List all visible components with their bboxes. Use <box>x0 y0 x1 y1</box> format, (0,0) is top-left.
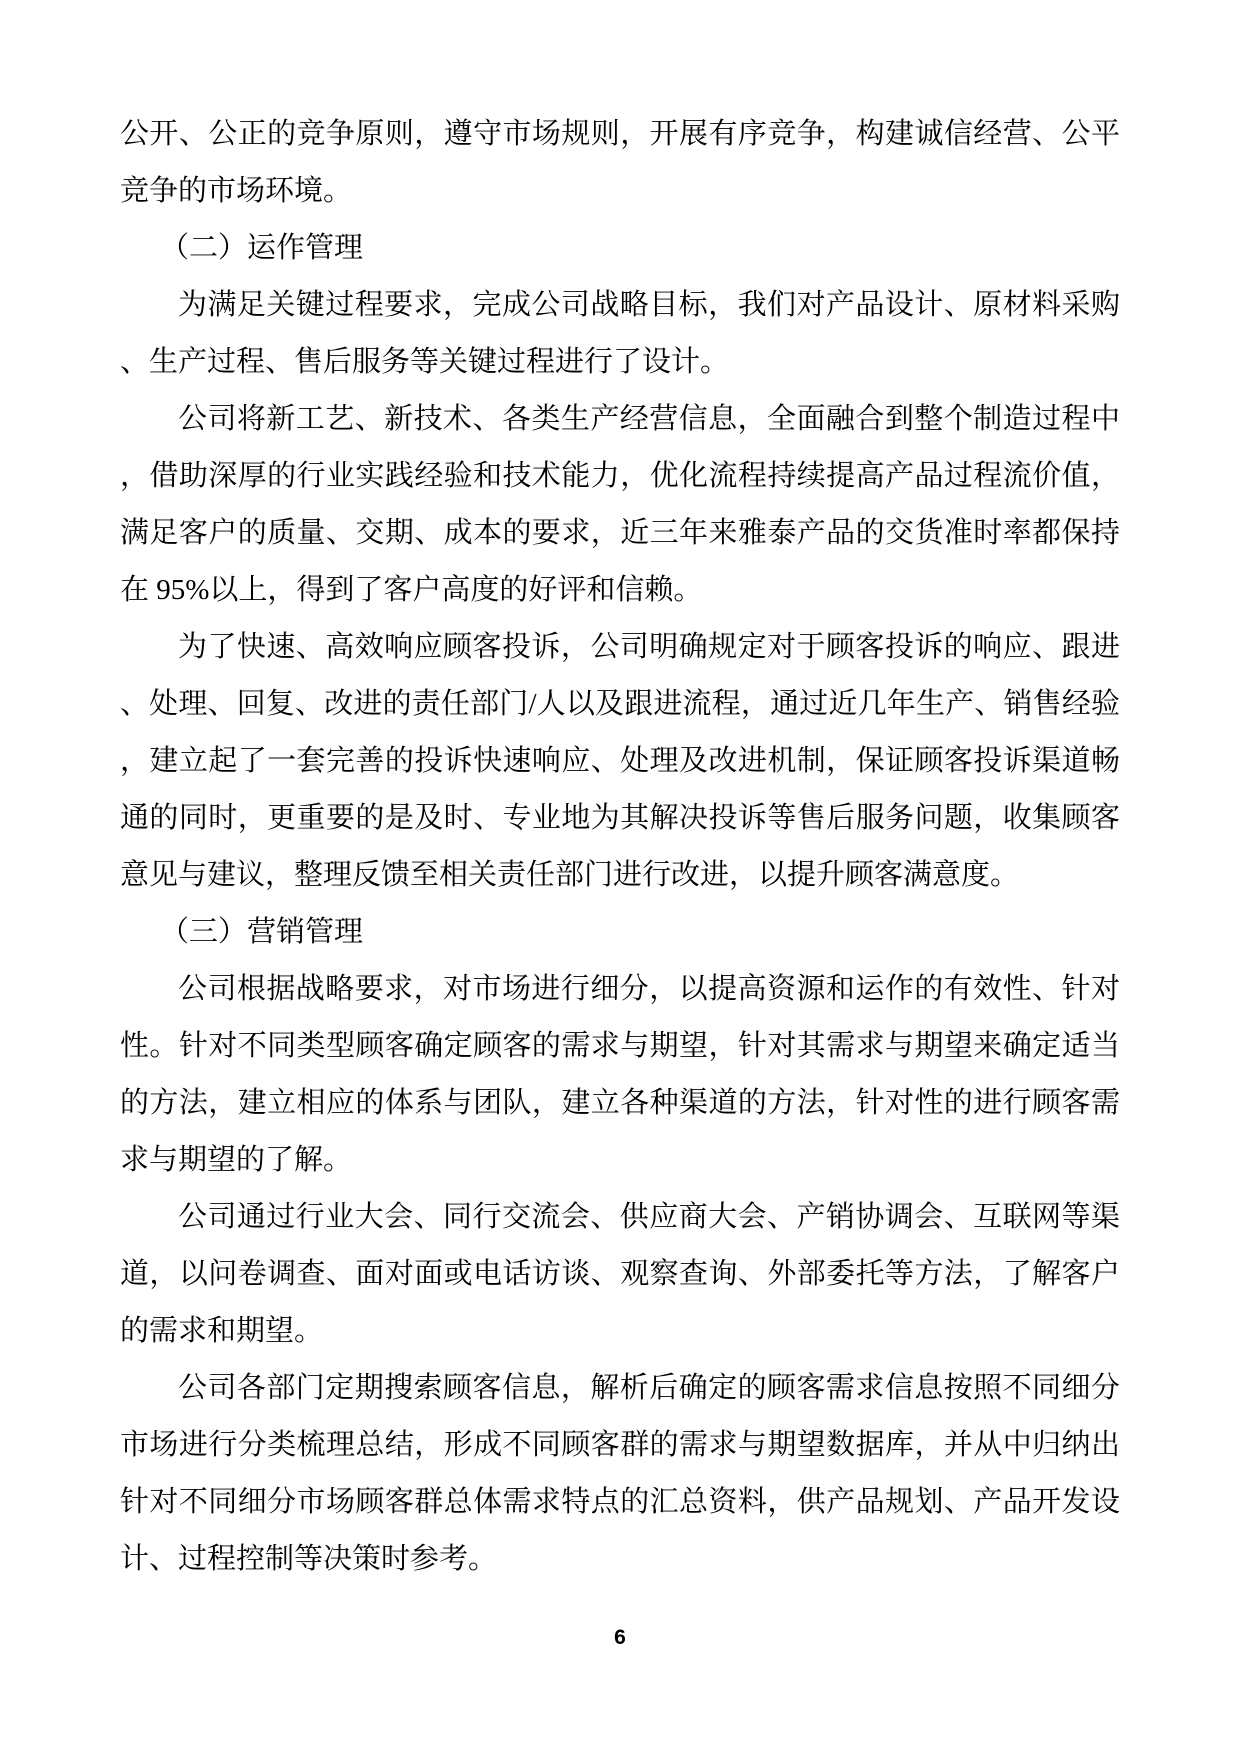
document-text-line: 、生产过程、售后服务等关键过程进行了设计。 <box>120 346 730 378</box>
document-text-line: ，建立起了一套完善的投诉快速响应、处理及改进机制，保证顾客投诉渠道畅 <box>120 745 1120 777</box>
document-text-line: 通的同时，更重要的是及时、专业地为其解决投诉等售后服务问题，收集顾客 <box>120 802 1120 834</box>
document-text-line: 公司将新工艺、新技术、各类生产经营信息，全面融合到整个制造过程中 <box>178 403 1120 435</box>
document-text-line: 公司根据战略要求，对市场进行细分，以提高资源和运作的有效性、针对 <box>178 973 1120 1005</box>
document-text-line: 的方法，建立相应的体系与团队，建立各种渠道的方法，针对性的进行顾客需 <box>120 1087 1120 1119</box>
document-text-line: 针对不同细分市场顾客群总体需求特点的汇总资料，供产品规划、产品开发设 <box>120 1486 1120 1518</box>
page-number: 6 <box>614 1626 626 1649</box>
document-text-line: 为了快速、高效响应顾客投诉，公司明确规定对于顾客投诉的响应、跟进 <box>178 631 1120 663</box>
document-text-line: 公司通过行业大会、同行交流会、供应商大会、产销协调会、互联网等渠 <box>178 1201 1120 1233</box>
document-text-line: 道，以问卷调查、面对面或电话访谈、观察查询、外部委托等方法，了解客户 <box>120 1258 1120 1290</box>
document-text-line: 公司各部门定期搜索顾客信息，解析后确定的顾客需求信息按照不同细分 <box>178 1372 1120 1404</box>
document-text-line: 公开、公正的竞争原则，遵守市场规则，开展有序竞争，构建诚信经营、公平 <box>120 118 1120 150</box>
document-text-line: （三）营销管理 <box>160 916 364 948</box>
document-text-line: 计、过程控制等决策时参考。 <box>120 1543 498 1575</box>
document-text-line: 的需求和期望。 <box>120 1315 324 1347</box>
document-text-line: ，借助深厚的行业实践经验和技术能力，优化流程持续提高产品过程流价值， <box>120 460 1120 492</box>
document-text-line: 满足客户的质量、交期、成本的要求，近三年来雅泰产品的交货准时率都保持 <box>120 517 1120 549</box>
document-body <box>120 106 1120 1588</box>
document-text-line: 在 95%以上，得到了客户高度的好评和信赖。 <box>120 574 703 606</box>
document-text-line: 竞争的市场环境。 <box>120 175 353 207</box>
document-text-line: 意见与建议，整理反馈至相关责任部门进行改进，以提升顾客满意度。 <box>120 859 1020 891</box>
document-text-line: （二）运作管理 <box>160 232 364 264</box>
document-text-line: 市场进行分类梳理总结，形成不同顾客群的需求与期望数据库，并从中归纳出 <box>120 1429 1120 1461</box>
document-text-line: 求与期望的了解。 <box>120 1144 353 1176</box>
page-footer <box>0 1626 1240 1650</box>
document-text-line: 性。针对不同类型顾客确定顾客的需求与期望，针对其需求与期望来确定适当 <box>120 1030 1120 1062</box>
document-text-line: 、处理、回复、改进的责任部门/人以及跟进流程，通过近几年生产、销售经验 <box>120 688 1120 720</box>
document-text-line: 为满足关键过程要求，完成公司战略目标，我们对产品设计、原材料采购 <box>178 289 1120 321</box>
